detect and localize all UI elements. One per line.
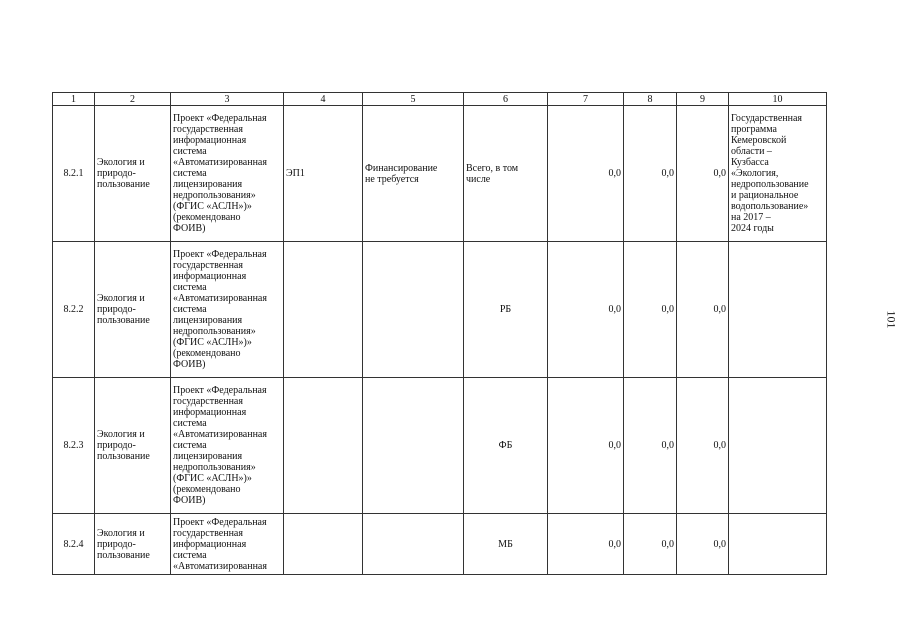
value-cell-9: 0,0 <box>677 514 729 575</box>
program-cell <box>729 514 827 575</box>
value-cell-7: 0,0 <box>548 514 624 575</box>
project-cell: Проект «Федеральная государственная информационная система «Автоматизированная система лицензирования недропользования» (ФГИС «АСЛН»)» (рекомендовано ФОИВ) <box>171 242 284 378</box>
source-cell: РБ <box>464 242 548 378</box>
data-table <box>52 92 827 575</box>
table-row <box>53 106 827 242</box>
code-cell: ЭП1 <box>284 106 363 242</box>
row-number: 8.2.1 <box>53 106 95 242</box>
table-row <box>53 514 827 575</box>
column-header: 2 <box>95 93 171 106</box>
value-cell-9: 0,0 <box>677 242 729 378</box>
column-header: 4 <box>284 93 363 106</box>
value-cell-8: 0,0 <box>624 242 677 378</box>
financing-cell <box>363 378 464 514</box>
project-cell: Проект «Федеральная государственная информационная система «Автоматизированная система лицензирования недропользования» (ФГИС «АСЛН»)» (рекомендовано ФОИВ) <box>171 378 284 514</box>
sector-cell: Экология и природо- пользование <box>95 378 171 514</box>
sector-cell: Экология и природо- пользование <box>95 242 171 378</box>
code-cell <box>284 242 363 378</box>
column-header: 3 <box>171 93 284 106</box>
page-number: 101 <box>884 310 899 329</box>
value-cell-7: 0,0 <box>548 242 624 378</box>
value-cell-8: 0,0 <box>624 514 677 575</box>
source-cell: Всего, в том числе <box>464 106 548 242</box>
value-cell-7: 0,0 <box>548 106 624 242</box>
sector-cell: Экология и природо- пользование <box>95 514 171 575</box>
program-cell <box>729 242 827 378</box>
project-cell: Проект «Федеральная государственная информационная система «Автоматизированная система лицензирования недропользования» (ФГИС «АСЛН»)» (рекомендовано ФОИВ) <box>171 106 284 242</box>
value-cell-8: 0,0 <box>624 378 677 514</box>
row-number: 8.2.2 <box>53 242 95 378</box>
row-number: 8.2.4 <box>53 514 95 575</box>
source-cell: ФБ <box>464 378 548 514</box>
column-header: 5 <box>363 93 464 106</box>
project-cell: Проект «Федеральная государственная информационная система «Автоматизированная <box>171 514 284 575</box>
value-cell-8: 0,0 <box>624 106 677 242</box>
program-cell: Государственная программа Кемеровской области – Кузбасса «Экология, недропользование и рациональное водопользование» на 2017 – 2024 годы <box>729 106 827 242</box>
value-cell-9: 0,0 <box>677 106 729 242</box>
column-header: 7 <box>548 93 624 106</box>
table-row <box>53 378 827 514</box>
column-header: 8 <box>624 93 677 106</box>
column-header: 10 <box>729 93 827 106</box>
financing-cell <box>363 514 464 575</box>
code-cell <box>284 514 363 575</box>
row-number: 8.2.3 <box>53 378 95 514</box>
column-header: 1 <box>53 93 95 106</box>
column-header: 9 <box>677 93 729 106</box>
financing-cell <box>363 242 464 378</box>
program-cell <box>729 378 827 514</box>
value-cell-9: 0,0 <box>677 378 729 514</box>
source-cell: МБ <box>464 514 548 575</box>
table-row <box>53 242 827 378</box>
code-cell <box>284 378 363 514</box>
financing-cell: Финансирование не требуется <box>363 106 464 242</box>
column-header: 6 <box>464 93 548 106</box>
sector-cell: Экология и природо- пользование <box>95 106 171 242</box>
header-row <box>53 93 827 106</box>
value-cell-7: 0,0 <box>548 378 624 514</box>
